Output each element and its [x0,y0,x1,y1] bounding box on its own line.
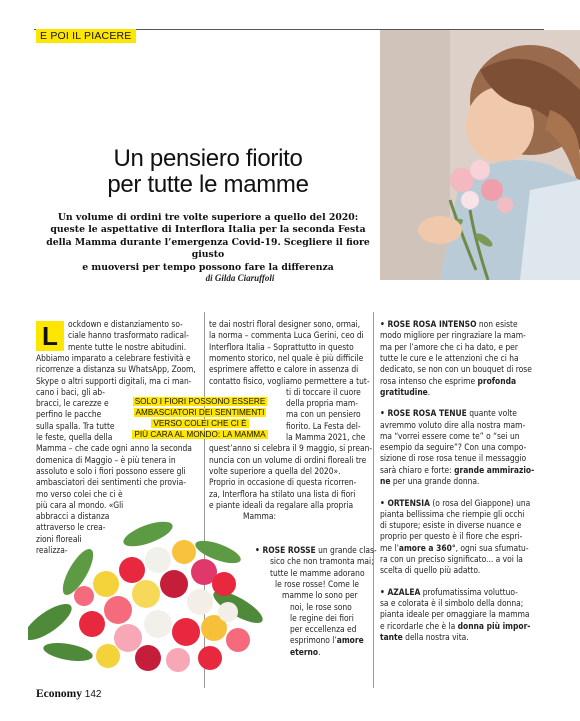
text-line: modo migliore per ringraziare la mam- [380,330,526,341]
text-line: proprio per questo è il fiore che espri- [380,531,523,542]
text-line: ciale hanno trasformato radical- [68,330,189,341]
text-line: più cara al mondo. «Gli [36,499,124,510]
text-line: attraverso le crea- [36,522,106,533]
pull-quote-line: VERSO COLEI CHE CI È [153,419,247,428]
text-line: perfino le pacche [36,409,102,420]
text-line: nuncia con un volume di ordini floreali tre [209,454,367,465]
text-line: contatto fisico, vogliamo permettere a tut- [209,375,370,386]
text-line: la Mamma 2021, che [286,432,366,442]
hero-illustration [380,30,580,280]
text-line: cano i baci, gli ab- [36,386,105,397]
text-line: di stupore; esiste in diverse nuance e [380,520,522,531]
text-line: Interflora Italia – Soprattutto in questo [209,341,354,352]
text-line: Proprio in occasione di questa ricorren- [209,477,357,488]
page-number: 142 [84,689,102,700]
text-line: sarà chiaro e forte: grande ammirazio- [380,464,535,475]
text-line: ma “vorrei essere come te” o “sei un [380,430,520,441]
text-line: pianta ideale per omaggiare la mamma [380,609,530,620]
text-line: za, Interflora ha stilato una lista di fiori [209,488,356,499]
text-line: te dai nostri floral designer sono, ormai, [209,319,361,329]
text-line: eterno. [290,646,321,657]
text-line: volte superiore a quella del 2020». [209,465,341,476]
pull-quote-line: SOLO I FIORI POSSONO ESSERE [134,397,266,406]
text-line: la norma – commenta Luca Gerini, ceo di [209,330,364,341]
brand-logo: Economy [36,688,82,700]
text-line: e ricordarle che è la donna più impor- [380,620,531,631]
text-line: realizza- [36,545,68,555]
text-line: gratitudine. [380,386,431,397]
subhead-line: queste le aspettative di Interflora Italia per la seconda Festa [50,224,366,236]
text-line: ricorrenze a distanza su WhatsApp, Zoom, [36,364,196,375]
subhead-line: della Mamma durante l’emergenza Covid-19. Scegliere il fiore giusto [46,236,370,261]
text-line: avremmo voluto dire alla nostra mam- [380,419,526,430]
text-line: sulla spalla. Tra tutte [36,420,115,431]
headline-line-1: Un pensiero fiorito [113,145,303,172]
text-line: ma con un pensiero [286,409,361,420]
hero-photo [380,30,580,280]
text-line: Skype o altri supporti digitali, ma ci man- [36,375,192,386]
text-line: rosa intenso che esprime profonda [380,375,517,386]
text-line: le feste, quella della [36,432,113,442]
text-line: tutte le mamme adorano [270,567,365,578]
subhead-line: Un volume di ordini tre volte superiore a quello del 2020: [57,212,359,223]
subhead [40,212,376,274]
headline-line-2: per tutte le mamme [107,171,309,198]
text-line: ockdown e distanziamento so- [68,319,183,329]
text-line: Mamma: [243,511,276,522]
text-line: pianta bellissima che riempie gli occhi [380,508,525,519]
text-line: noi, le rose sono [290,601,352,612]
text-line: abbracci a distanza [36,511,110,522]
text-line: ambasciatori dei sentimenti che provia- [36,477,186,488]
text-line: quest’anno si celebra il 9 maggio, si prean- [209,443,373,454]
text-line: assoluto e solo i fiori possono essere gli [36,465,186,476]
text-line: sa e colorata è il simbolo della donna; [380,598,524,609]
text-line: bracci, le carezze e [36,398,109,409]
text-line: scelta di quello più adatto. [380,565,481,576]
text-line: le regine dei fiori [290,612,354,623]
text-line: • ROSE ROSA INTENSO non esiste [380,319,518,329]
section-tag: E POI IL PIACERE [36,29,136,43]
text-line: momento storico, nel quale è più difficile [209,352,364,363]
text-line: sico che non tramonta mai; [270,556,374,567]
text-line: le rose rosse! Come le [275,578,359,589]
text-line: ne per una grande donna. [380,476,480,487]
text-line: fiorito. La Festa del- [286,420,361,431]
text-line: Abbiamo imparato a celebrare festività e [36,352,191,363]
text-line: ti di toccare il cuore [286,386,361,397]
text-line: • ORTENSIA (o rosa del Giappone) una [380,497,531,508]
text-line: della propria mam- [286,398,358,409]
text-line: zioni floreali [36,533,82,544]
footer [36,688,101,700]
text-line: ma per l’amore che ci ha dato, e per [380,341,518,352]
text-line: esempio da seguire”? Con una compo- [380,442,527,453]
text-line: mamme lo sono per [282,590,358,601]
pull-quote-line: AMBASCIATORI DEI SENTIMENTI [135,408,265,417]
text-line: tutte le cure e le attenzioni che ci ha [380,352,519,363]
text-line: • AZALEA profumatissima voluttuo- [380,586,518,597]
text-line: mo verso colei che ci è [36,488,123,499]
text-line: domenica di Maggio – è più tenera in [36,454,176,465]
text-line: e piante ideali da regalare alla propria [209,499,354,510]
text-line: • ROSE ROSSE un grande clas- [255,545,377,555]
drop-cap: L [36,321,64,351]
text-line: mente tutte le nostre abitudini. [68,341,187,352]
text-line: • ROSE ROSA TENUE quante volte [380,408,517,419]
text-line: esprimere affetto e calore in assenza di [209,364,359,375]
text-line: dedicato, se non con un bouquet di rose [380,364,532,375]
pull-quote-line: PIÙ CARA AL MONDO: LA MAMMA [134,430,266,439]
text-line: esprimono l’amore [290,635,364,646]
text-line: sizione di rose rosa tenue il messaggio [380,453,527,464]
text-line: tante della nostra vita. [380,632,469,642]
text-line: per eccellenza ed [290,624,357,635]
subhead-line: e muoversi per tempo possono fare la differenza [82,261,334,273]
text-line: ra con un preciso significato... a voi la [380,554,523,565]
byline: di Gilda Ciaruffoli [205,273,275,283]
text-line: me l’amore a 360°, ogni sua sfumatu- [380,542,529,553]
headline [36,146,380,198]
column-rule [373,312,374,688]
text-line: Mamma – che cade ogni anno la seconda [36,443,192,454]
pull-quote [126,396,274,440]
